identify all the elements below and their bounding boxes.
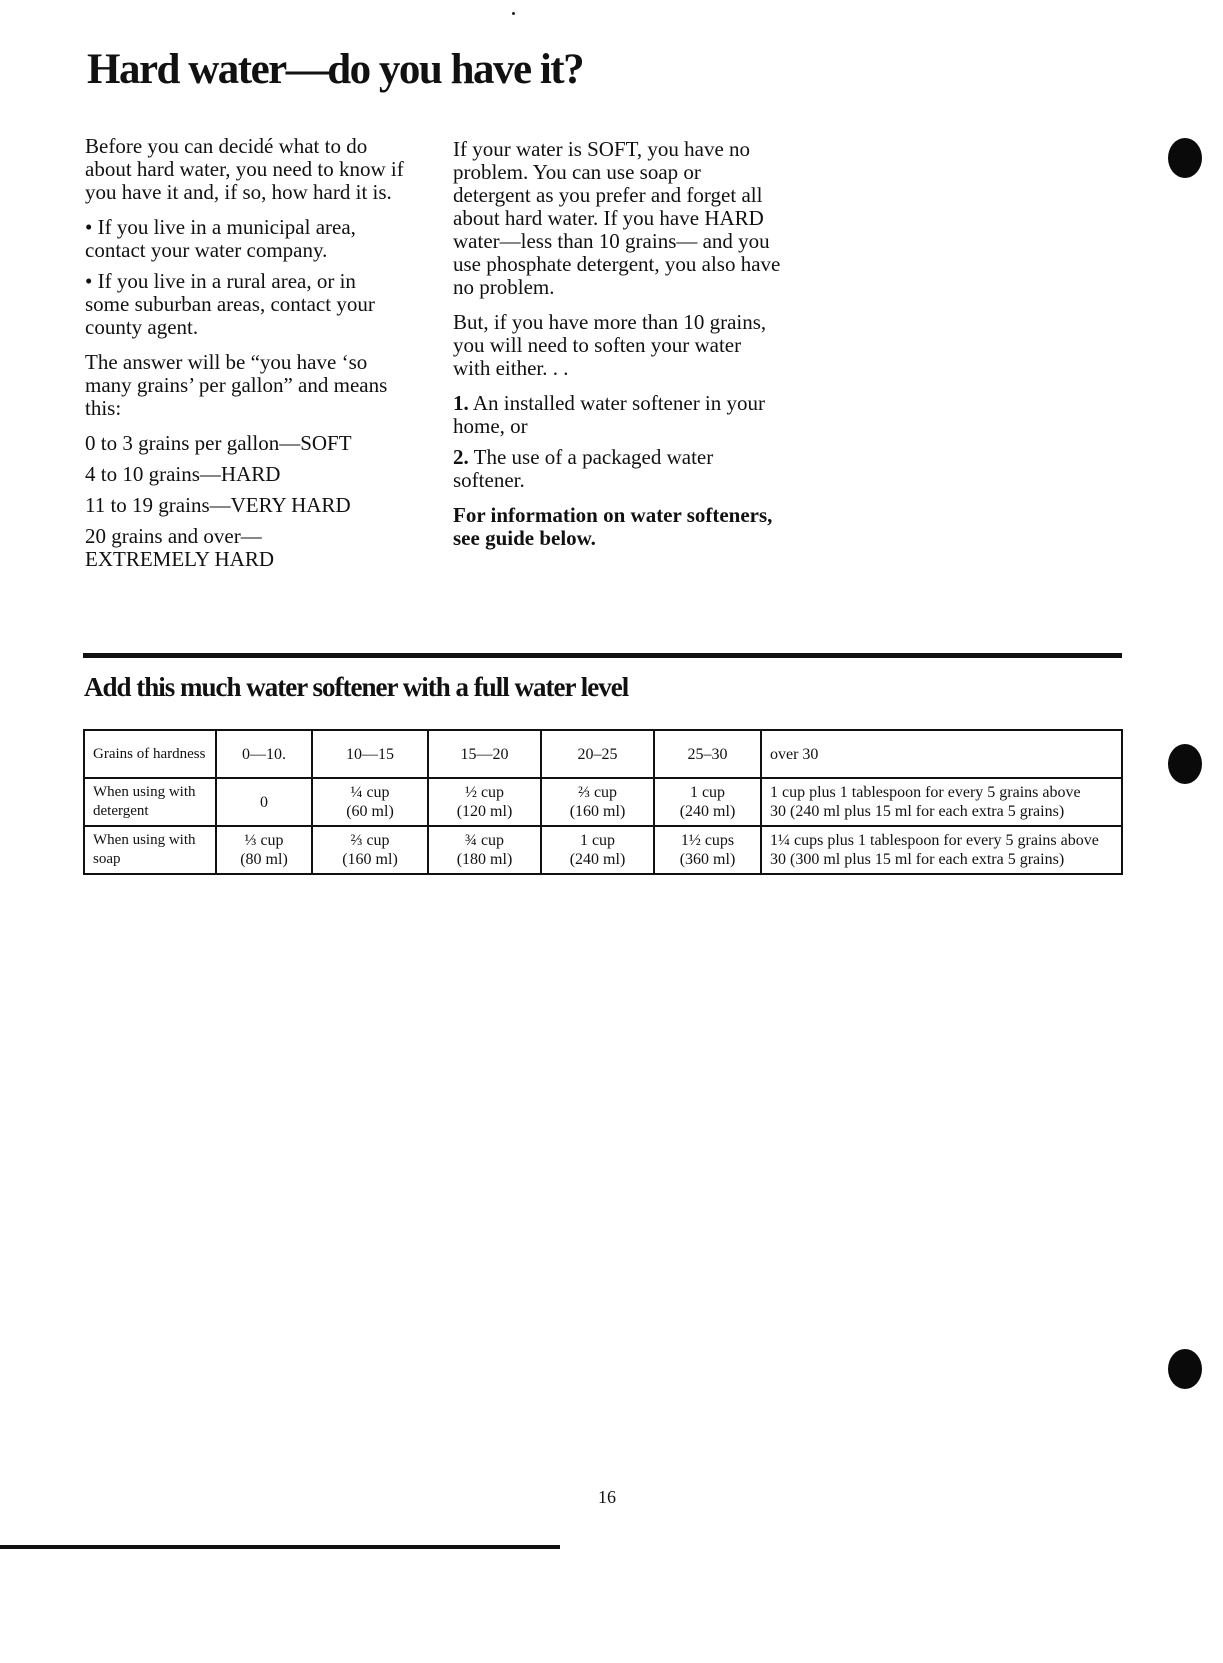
cell-amount: 0 bbox=[260, 793, 268, 811]
table-cell bbox=[654, 826, 761, 874]
cell-amount: ¾ cup bbox=[464, 832, 505, 849]
row-label: When using with detergent bbox=[84, 778, 216, 826]
cell-metric: (180 ml) bbox=[456, 851, 513, 868]
cell-metric: 30 (300 ml plus 15 ml for each extra 5 grains) bbox=[770, 851, 1065, 868]
column-header: 15—20 bbox=[428, 730, 541, 778]
page-number: 16 bbox=[598, 1487, 616, 1507]
column-header: 0—10. bbox=[216, 730, 312, 778]
cell-metric: (80 ml) bbox=[240, 851, 288, 868]
cell-amount: ⅔ cup bbox=[577, 784, 618, 801]
option-number: 2. bbox=[453, 445, 469, 469]
cell-amount: 1 cup bbox=[579, 832, 616, 849]
section-divider bbox=[83, 653, 1122, 658]
binder-hole-punch bbox=[1168, 1349, 1202, 1389]
cell-amount: 1½ cups bbox=[680, 832, 735, 849]
scale-soft: 0 to 3 grains per gallon—SOFT bbox=[85, 431, 352, 455]
table-cell bbox=[428, 826, 541, 874]
option-text: The use of a packaged water softener. bbox=[453, 445, 714, 492]
cell-amount: ¼ cup bbox=[350, 784, 390, 801]
column-header: 10—15 bbox=[312, 730, 428, 778]
row-label: When using with soap bbox=[84, 826, 216, 874]
table-cell bbox=[312, 778, 428, 826]
scale-hard: 4 to 10 grains—HARD bbox=[85, 462, 281, 486]
answer-paragraph: The answer will be “you have ‘so many grains’ per gallon” and means this: bbox=[85, 350, 388, 420]
soft-water-paragraph: If your water is SOFT, you have no problem. You can use soap or detergent as you prefer and forget all about hard water. If you have HARD water—less than 10 grains— and you use phosphate detergent, you also have no problem. bbox=[453, 137, 781, 299]
info-note: For information on water softeners, see guide below. bbox=[453, 503, 773, 550]
option-text: An installed water softener in your home, or bbox=[453, 391, 766, 438]
column-header: over 30 bbox=[761, 730, 1122, 778]
cell-metric: 30 (240 ml plus 15 ml for each extra 5 grains) bbox=[770, 803, 1065, 820]
table-cell bbox=[216, 778, 312, 826]
intro-paragraph: Before you can decidé what to do about hard water, you need to know if you have it and, if so, how hard it is. bbox=[85, 134, 404, 204]
table-row-soap bbox=[84, 826, 1122, 874]
column-header: 25–30 bbox=[654, 730, 761, 778]
softener-table bbox=[83, 729, 1123, 875]
table-cell bbox=[428, 778, 541, 826]
cell-metric: (160 ml) bbox=[569, 803, 626, 820]
option-packaged-softener bbox=[453, 446, 783, 492]
cell-amount: 1 cup plus 1 tablespoon for every 5 grains above bbox=[770, 784, 1081, 801]
table-cell bbox=[541, 778, 654, 826]
left-column bbox=[85, 135, 405, 579]
cell-metric: (120 ml) bbox=[456, 803, 513, 820]
more-than-10-paragraph: But, if you have more than 10 grains, you will need to soften your water with either. . . bbox=[453, 310, 767, 380]
footer-rule bbox=[0, 1545, 560, 1549]
cell-metric: (360 ml) bbox=[679, 851, 736, 868]
option-number: 1. bbox=[453, 391, 469, 415]
binder-hole-punch bbox=[1168, 138, 1202, 178]
cell-amount: ⅔ cup bbox=[350, 832, 390, 849]
scale-very-hard: 11 to 19 grains—VERY HARD bbox=[85, 493, 351, 517]
scan-speck bbox=[512, 12, 515, 15]
cell-amount: 1¼ cups plus 1 tablespoon for every 5 grains above bbox=[770, 832, 1099, 849]
cell-metric: (240 ml) bbox=[569, 851, 626, 868]
bullet-municipal: • If you live in a municipal area, contact your water company. bbox=[85, 215, 356, 262]
option-installed-softener bbox=[453, 392, 783, 438]
cell-metric: (60 ml) bbox=[346, 803, 394, 820]
row-label: Grains of hardness bbox=[84, 730, 216, 778]
cell-amount: ½ cup bbox=[464, 784, 505, 801]
column-header: 20–25 bbox=[541, 730, 654, 778]
table-header-row bbox=[84, 730, 1122, 778]
table-cell bbox=[541, 826, 654, 874]
table-cell bbox=[761, 826, 1122, 874]
cell-metric: (240 ml) bbox=[679, 803, 736, 820]
table-cell bbox=[654, 778, 761, 826]
table-row-detergent bbox=[84, 778, 1122, 826]
right-column bbox=[453, 138, 783, 562]
binder-hole-punch bbox=[1168, 744, 1202, 784]
bullet-rural: • If you live in a rural area, or in some suburban areas, contact your county agent. bbox=[85, 269, 375, 339]
table-cell bbox=[761, 778, 1122, 826]
cell-metric: (160 ml) bbox=[342, 851, 398, 868]
table-cell bbox=[216, 826, 312, 874]
table-heading: Add this much water softener with a full water level bbox=[84, 672, 629, 702]
table-cell bbox=[312, 826, 428, 874]
cell-amount: 1 cup bbox=[689, 784, 726, 801]
page-title: Hard water—do you have it? bbox=[87, 46, 584, 93]
cell-amount: ⅓ cup bbox=[244, 832, 284, 849]
scale-extremely-hard: 20 grains and over— EXTREMELY HARD bbox=[85, 524, 275, 571]
